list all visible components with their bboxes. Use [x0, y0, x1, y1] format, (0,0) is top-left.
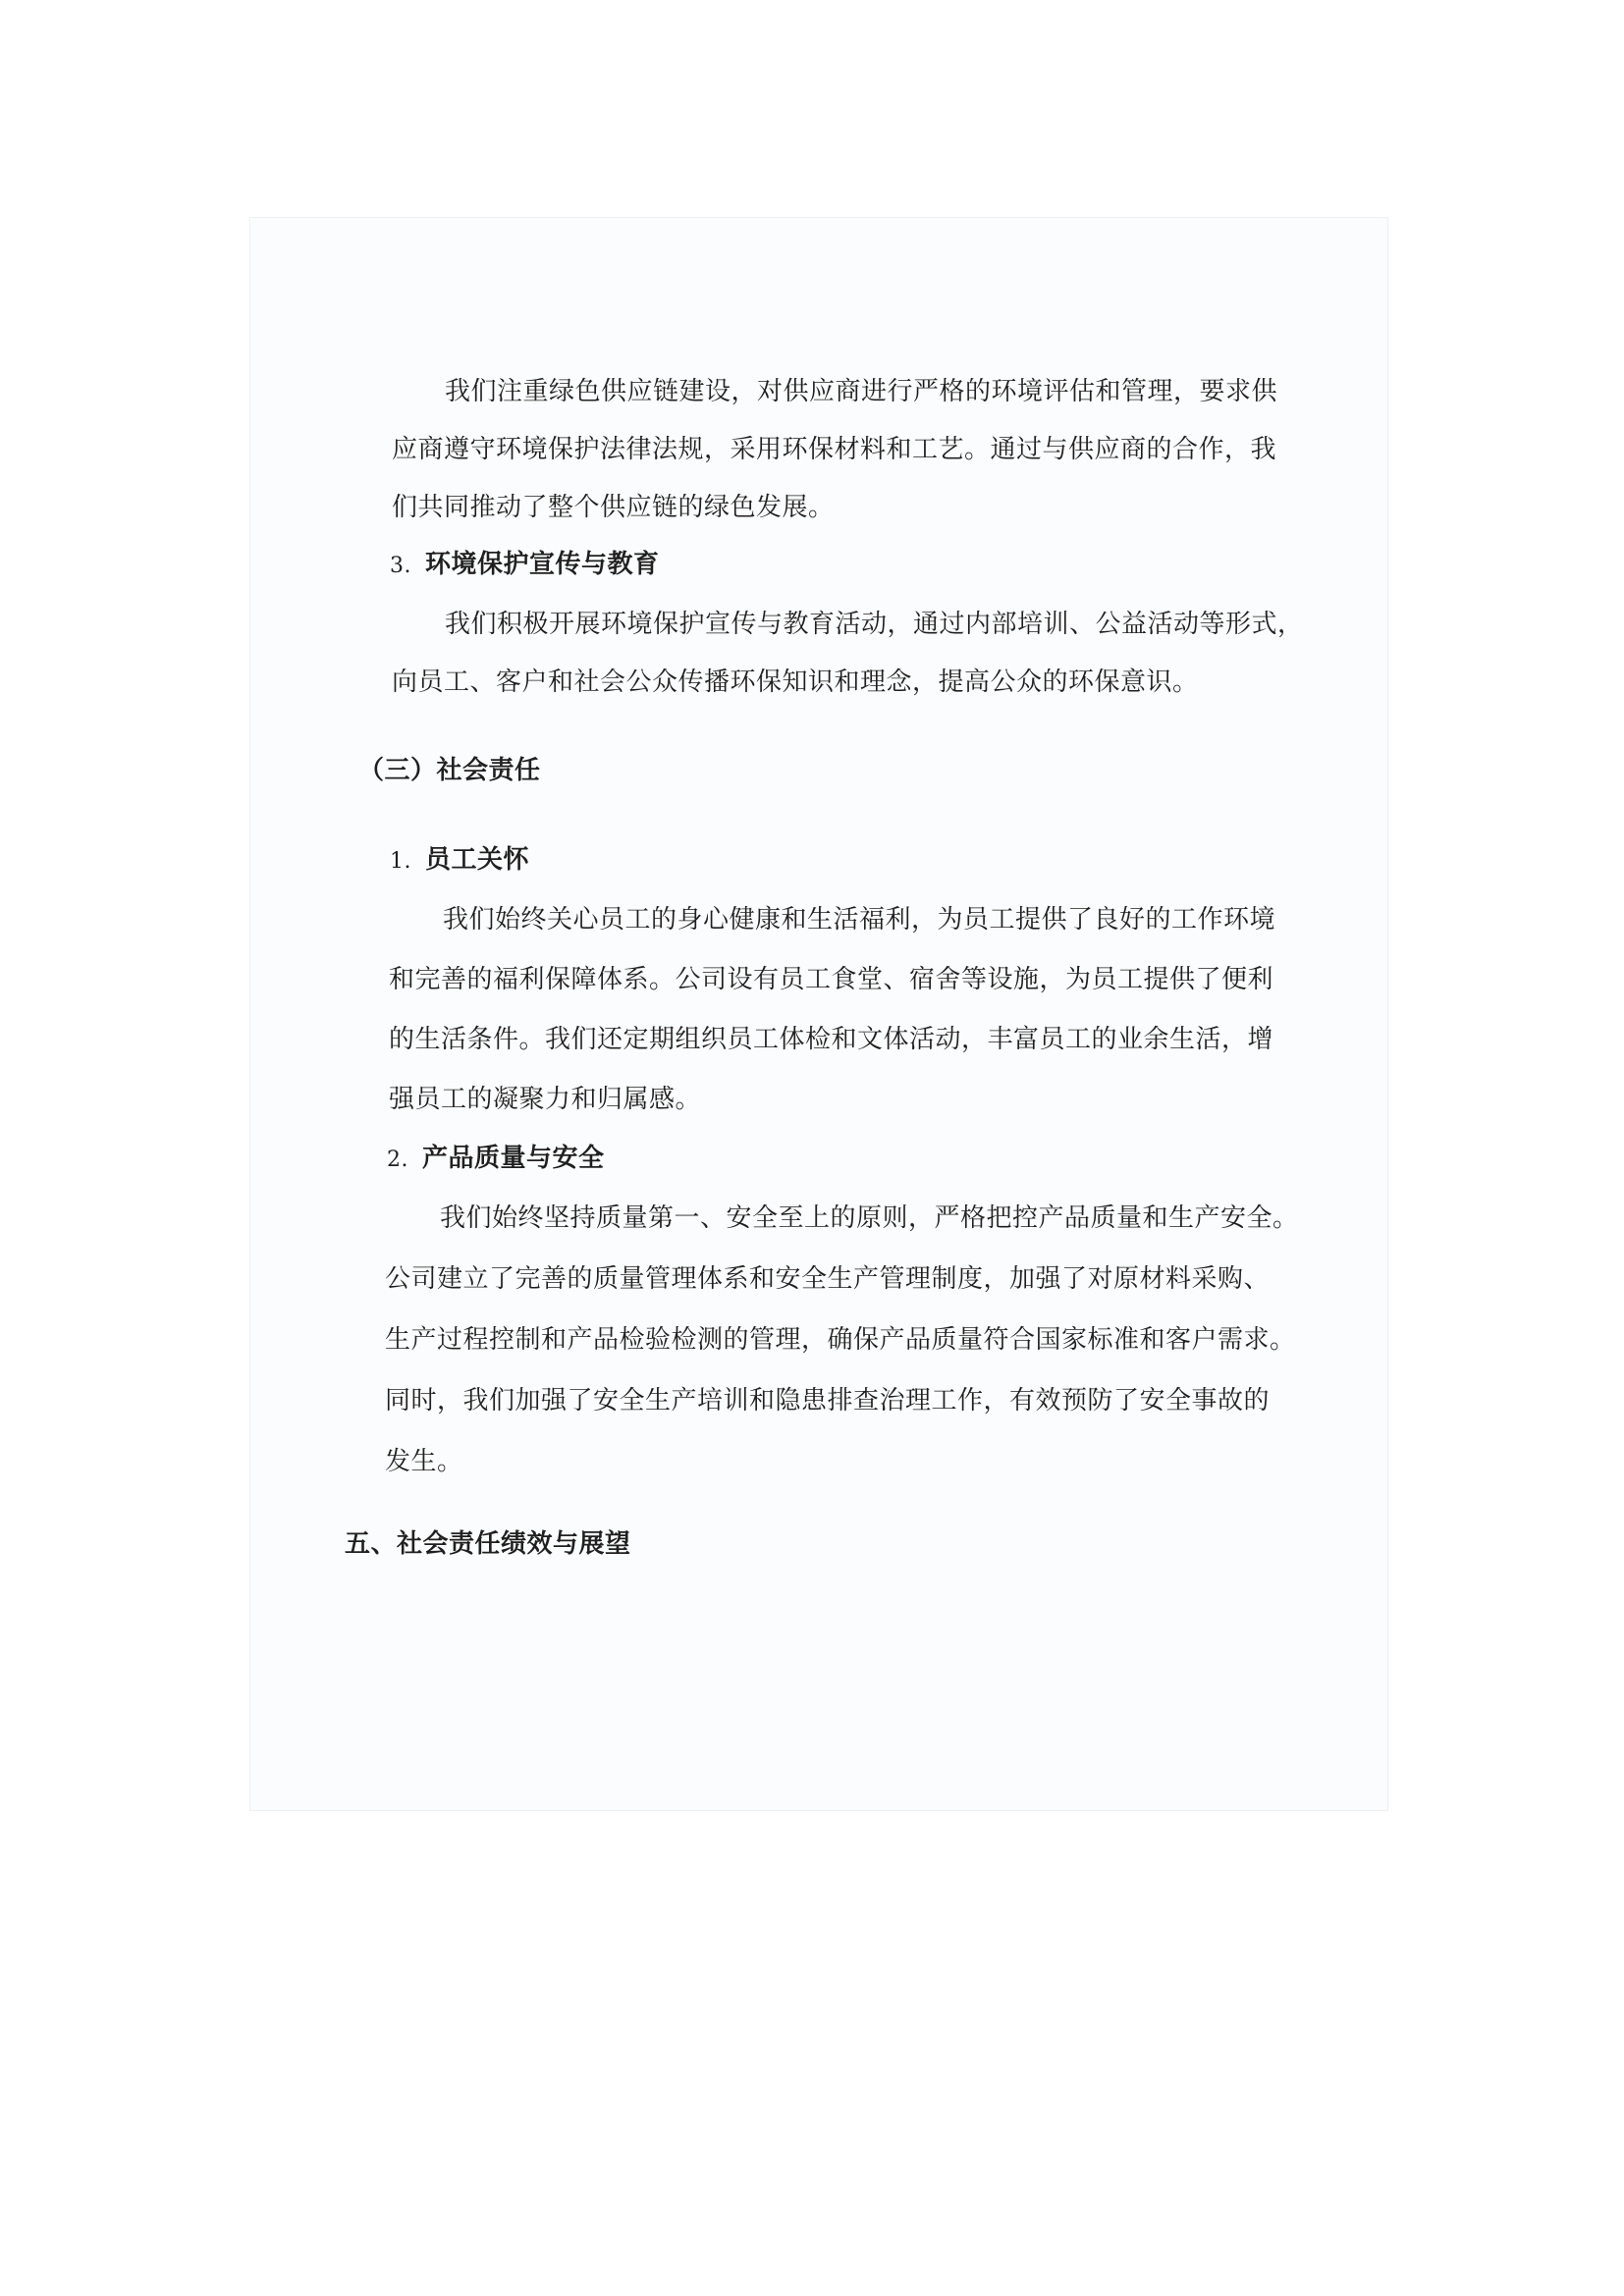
employee-care-paragraph-line-2: 和完善的福利保障体系。公司设有员工食堂、宿舍等设施，为员工提供了便利: [389, 965, 1274, 994]
employee-care-paragraph-line-3: 的生活条件。我们还定期组织员工体检和文体活动，丰富员工的业余生活，增: [389, 1025, 1274, 1054]
social-responsibility-section-title: （三）社会责任: [358, 756, 541, 785]
product-quality-heading: [387, 1142, 605, 1177]
employee-care-heading: [390, 843, 529, 879]
chapter-five-title: 五、社会责任绩效与展望: [345, 1529, 631, 1559]
document-body: [250, 218, 1387, 1810]
env-education-heading: [390, 548, 660, 583]
product-quality-heading-number: 2.: [387, 1148, 408, 1172]
supply-chain-paragraph-line-3: 们共同推动了整个供应链的绿色发展。: [392, 493, 835, 522]
employee-care-heading-title: 员工关怀: [425, 845, 530, 875]
product-quality-paragraph-line-4: 同时，我们加强了安全生产培训和隐患排查治理工作，有效预防了安全事故的: [385, 1386, 1271, 1415]
env-education-heading-number: 3.: [390, 554, 411, 578]
product-quality-paragraph-line-3: 生产过程控制和产品检验检测的管理，确保产品质量符合国家标准和客户需求。: [385, 1325, 1296, 1355]
scanned-page: [250, 218, 1387, 1810]
product-quality-paragraph-line-1: 我们始终坚持质量第一、安全至上的原则，严格把控产品质量和生产安全。: [440, 1203, 1299, 1233]
employee-care-paragraph-line-1: 我们始终关心员工的身心健康和生活福利，为员工提供了良好的工作环境: [443, 905, 1276, 934]
product-quality-heading-title: 产品质量与安全: [422, 1144, 605, 1173]
product-quality-paragraph-line-5: 发生。: [385, 1447, 463, 1476]
product-quality-paragraph-line-2: 公司建立了完善的质量管理体系和安全生产管理制度，加强了对原材料采购、: [385, 1264, 1271, 1294]
supply-chain-paragraph-line-2: 应商遵守环境保护法律法规，采用环保材料和工艺。通过与供应商的合作，我: [392, 435, 1277, 464]
supply-chain-paragraph-line-1: 我们注重绿色供应链建设，对供应商进行严格的环境评估和管理，要求供: [445, 377, 1278, 406]
env-education-paragraph-line-1: 我们积极开展环境保护宣传与教育活动，通过内部培训、公益活动等形式，: [445, 610, 1304, 639]
env-education-paragraph-line-2: 向员工、客户和社会公众传播环保知识和理念，提高公众的环保意识。: [392, 667, 1199, 697]
employee-care-heading-number: 1.: [390, 849, 411, 874]
employee-care-paragraph-line-4: 强员工的凝聚力和归属感。: [389, 1085, 702, 1114]
env-education-heading-title: 环境保护宣传与教育: [425, 550, 660, 579]
